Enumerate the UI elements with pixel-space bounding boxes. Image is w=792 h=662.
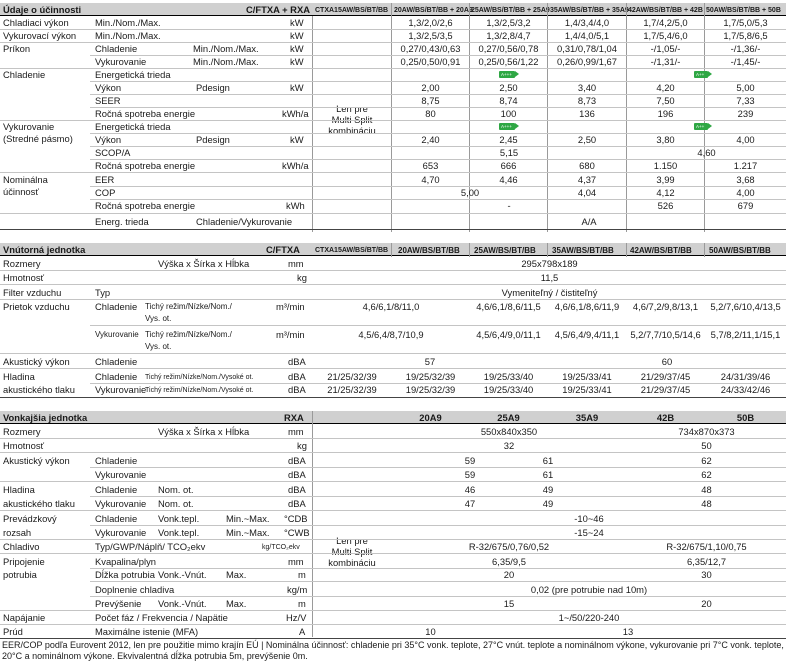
- cell: 80: [425, 108, 436, 119]
- cell: 4,6/6,1/8,6/11,5: [476, 301, 541, 312]
- cell: 19/25/33/41: [562, 384, 612, 395]
- sub-scop: SCOP/A: [95, 147, 131, 158]
- cell-span: 59: [464, 455, 476, 466]
- sub-energy-class: Energ. trieda: [95, 216, 149, 227]
- multi-split-note-2: Multi Split: [331, 114, 373, 125]
- cell: -/1,05/-: [650, 43, 681, 54]
- sub-energy-class: Energetická trieda: [95, 121, 171, 132]
- cell: 1,7/5,8/6,5: [723, 30, 768, 41]
- multi-split-note-3: kombináciu: [328, 125, 376, 136]
- efficiency-title: Údaje o účinnosti: [3, 4, 82, 15]
- col-35: 35AW/BS/BT/BB + 35A9: [550, 7, 629, 14]
- label-power-input: Príkon: [3, 43, 31, 54]
- cell: 3,40: [577, 82, 597, 93]
- cell-span: 734x870x373: [678, 426, 735, 437]
- cell: 24/31/39/46: [720, 371, 771, 382]
- cell: 1,4/4,0/5,1: [564, 30, 610, 41]
- unit-kw: kW: [290, 134, 304, 145]
- sub-heating: Vykurovanie: [95, 56, 147, 67]
- cell: 10: [425, 626, 436, 637]
- col-ctxa15: CTXA15AW/BS/BT/BB: [315, 247, 389, 254]
- cell: 4,37: [577, 174, 597, 185]
- cell: 49: [542, 498, 554, 509]
- indoor-model: C/FTXA: [266, 244, 300, 255]
- cell-span: -10~46: [574, 513, 604, 524]
- sub-cooling: Chladenie: [95, 43, 138, 54]
- cell-span: 62: [701, 455, 712, 466]
- sub-heating: Vykurovanie: [95, 330, 139, 339]
- cell-span: 32: [503, 440, 515, 451]
- cell: 5,2/7,6/10,4/13,5: [710, 301, 781, 312]
- cell: 4,5/6,4/9,0/11,1: [476, 329, 541, 340]
- sub-cooling: Chladenie: [95, 455, 138, 466]
- col-50b: 50B: [736, 412, 755, 423]
- unit-mm: mm: [288, 556, 304, 567]
- cell: 4,5/6,4/9,4/11,1: [554, 329, 620, 340]
- cell: 5,00: [736, 82, 755, 93]
- unit-dba: dBA: [288, 356, 306, 367]
- sub-cooling: Chladenie: [95, 371, 138, 382]
- cell: 7,50: [656, 95, 675, 106]
- sub-cooling-heating: Chladenie/Vykurovanie: [196, 216, 293, 227]
- outdoor-title: Vonkajšia jednotka: [3, 412, 88, 423]
- cell: 0,27/0,56/0,78: [478, 43, 539, 54]
- unit-m: m: [298, 598, 306, 609]
- col-42: 42AW/BS/BT/BB + 42B: [628, 7, 703, 14]
- badge-text: A++: [696, 72, 705, 77]
- label-sound-pressure: Hladina: [3, 371, 35, 382]
- sub-eer: EER: [95, 174, 115, 185]
- label-range: rozsah: [3, 527, 32, 538]
- cell: 21/25/32/39: [327, 371, 377, 382]
- cell-span: 1~/50/220-240: [558, 612, 620, 623]
- sub-out-in: Vonk.-Vnút.: [158, 598, 207, 609]
- unit-dba: dBA: [288, 484, 306, 495]
- label-power-supply: Napájanie: [3, 612, 46, 623]
- col-35a9: 35A9: [575, 412, 599, 423]
- unit-kw: kW: [290, 56, 304, 67]
- cell: 0,25/0,56/1,22: [478, 56, 539, 67]
- cell-span: 59: [464, 469, 476, 480]
- cell-span: 46: [464, 484, 476, 495]
- cell: 0,25/0,50/0,91: [400, 56, 461, 67]
- sub-cooling: Chladenie: [95, 301, 138, 312]
- cell-span: 4,60: [697, 147, 716, 158]
- cell: 19/25/33/40: [483, 384, 534, 395]
- sub-min-nom-max: Min./Nom./Max.: [95, 17, 161, 28]
- label-dimensions: Rozmery: [3, 258, 41, 269]
- unit-kw: kW: [290, 17, 304, 28]
- multi-split-note: Len pre: [336, 535, 368, 546]
- sub-piping-length: Dĺžka potrubia: [95, 569, 155, 580]
- col-25: 25AW/BS/BT/BB + 25A9: [471, 7, 550, 14]
- footnote: EER/COP podľa Eurovent 2012, len pre použitie mimo krajín EÚ | Nominálna účinnosť: chladenie pri 35°C vonk. teplote, 27°C vnút. teplote a nominálnom výkone, vykurovanie pri 7°C vonk. teplote, 20°C a nominálnom výkone. Ekvivalentná dĺžka potrubia 5m, prevýšenie 0m.: [2, 640, 784, 661]
- col-42b: 42B: [656, 412, 675, 423]
- sub-modes: Tichý režim/Nízke/Nom./Vysoké ot.: [145, 387, 254, 394]
- cell-span: R-32/675/1,10/0,75: [666, 541, 747, 552]
- sub-cop: COP: [95, 187, 116, 198]
- sub-type: Typ: [95, 287, 111, 298]
- cell-span: 50: [701, 440, 712, 451]
- cell: 2,00: [421, 82, 440, 93]
- label-refrigerant: Chladivo: [3, 541, 40, 552]
- indoor-title: Vnútorná jednotka: [3, 244, 86, 255]
- cell: 653: [422, 160, 439, 171]
- cell-span: 57: [424, 356, 436, 367]
- multi-split-note: Len pre: [336, 103, 368, 114]
- cell-span: 20: [701, 598, 712, 609]
- cell-span: 60: [661, 356, 673, 367]
- sub-height-difference: Prevýšenie: [95, 598, 142, 609]
- cell: 1,7/5,4/6,0: [643, 30, 688, 41]
- label-sound-pressure-2: akustického tlaku: [3, 384, 75, 395]
- unit-a: A: [299, 626, 306, 637]
- cell: 61: [542, 455, 554, 466]
- unit-cdb: °CDB: [284, 513, 308, 524]
- sub-annual-consumption: Ročná spotreba energie: [95, 200, 196, 211]
- sub-capacity: Výkon: [95, 134, 122, 145]
- cell-span: 20: [503, 569, 515, 580]
- unit-mm: mm: [288, 258, 304, 269]
- sub-max-fuse: Maximálne istenie (MFA): [95, 626, 199, 637]
- cell-span: 5,15: [499, 147, 519, 158]
- cell: 5,7/8,2/11,1/15,1: [710, 329, 781, 340]
- badge-text: A+++: [501, 72, 512, 77]
- sub-seer: SEER: [95, 95, 121, 106]
- sub-energy-class: Energetická trieda: [95, 69, 171, 80]
- sub-nom: Nom. ot.: [158, 498, 194, 509]
- sub-min-nom-max: Min./Nom./Max.: [95, 30, 161, 41]
- sub-min-max: Min.~Max.: [226, 513, 270, 524]
- badge-text: A++: [696, 124, 705, 129]
- label-piping-2: potrubia: [3, 569, 37, 580]
- sub-min-nom-max: Min./Nom./Max.: [193, 43, 259, 54]
- cell: 19/25/33/40: [483, 371, 534, 382]
- sub-additional-charge: Doplnenie chladiva: [95, 584, 175, 595]
- cell: 19/25/32/39: [405, 384, 456, 395]
- cell: 4,20: [656, 82, 675, 93]
- cell: 24/33/42/46: [720, 384, 771, 395]
- cell: 3,99: [656, 174, 675, 185]
- outdoor-model: RXA: [284, 412, 304, 423]
- unit-kw: kW: [290, 30, 304, 41]
- label-sound-power: Akustický výkon: [3, 356, 70, 367]
- multi-split-note-2: Multi Split: [331, 546, 373, 557]
- label-current: Prúd: [3, 626, 23, 637]
- col-ctxa15: CTXA15AW/BS/BT/BB: [315, 7, 389, 14]
- cell: 61: [542, 469, 554, 480]
- label-sound-pressure: Hladina: [3, 484, 35, 495]
- sub-heating: Vykurovanie: [95, 498, 147, 509]
- cell-span: 48: [701, 484, 712, 495]
- label-heating: Vykurovanie: [3, 121, 55, 132]
- sub-phase-freq-voltage: Počet fáz / Frekvencia / Napätie: [95, 612, 228, 623]
- cell-span: -: [507, 200, 511, 211]
- unit-kwh-a: kWh/a: [282, 160, 309, 171]
- sub-hwd: Výška x Šírka x Hĺbka: [158, 258, 250, 269]
- sub-modes: Tichý režim/Nízke/Nom./: [145, 302, 232, 311]
- cell: 4,46: [499, 174, 518, 185]
- label-airflow: Prietok vzduchu: [3, 301, 70, 312]
- cell: 1,3/2,5/3,5: [408, 30, 453, 41]
- cell: 1,4/3,4/4,0: [564, 17, 610, 28]
- cell: 0,26/0,99/1,67: [557, 56, 617, 67]
- sub-cooling: Chladenie: [95, 513, 138, 524]
- label-heating-zone: (Stredné pásmo): [3, 133, 73, 144]
- cell-span: 6,35/9,5: [492, 556, 526, 567]
- label-sound-pressure-2: akustického tlaku: [3, 498, 75, 509]
- unit-dba: dBA: [288, 469, 306, 480]
- cell: 3,68: [736, 174, 755, 185]
- sub-heating: Vykurovanie: [95, 384, 147, 395]
- cell-span: 30: [701, 569, 712, 580]
- cell-span: 15: [503, 598, 515, 609]
- cell-span: -15~24: [574, 527, 604, 538]
- cell: -/1,36/-: [730, 43, 761, 54]
- cell: 2,50: [577, 134, 597, 145]
- label-piping: Pripojenie: [3, 556, 45, 567]
- cell: 2,45: [499, 134, 518, 145]
- cell: 0,31/0,78/1,04: [557, 43, 617, 54]
- cell: 4,04: [577, 187, 597, 198]
- cell-span: A/A: [581, 216, 597, 227]
- unit-kw: kW: [290, 82, 304, 93]
- sub-out-in: Vonk.-Vnút.: [158, 569, 207, 580]
- sub-annual-consumption: Ročná spotreba energie: [95, 108, 196, 119]
- label-nominal: Nominálna: [3, 174, 48, 185]
- sub-min-nom-max: Min./Nom./Max.: [193, 56, 259, 67]
- sub-max: Max.: [226, 598, 247, 609]
- energy-label-badge: [694, 71, 708, 78]
- unit-m3-min: m³/min: [276, 301, 305, 312]
- cell: 4,00: [736, 134, 755, 145]
- unit-dba: dBA: [288, 455, 306, 466]
- col-25: 25AW/BS/BT/BB: [474, 246, 536, 255]
- label-air-filter: Filter vzduchu: [3, 287, 62, 298]
- sub-cooling: Chladenie: [95, 484, 138, 495]
- cell-span: 6,35/12,7: [686, 556, 727, 567]
- sub-liquid-gas: Kvapalina/plyn: [95, 556, 156, 567]
- cell: 19/25/32/39: [405, 371, 456, 382]
- col-25a9: 25A9: [497, 412, 520, 423]
- col-50: 50AW/BS/BT/BB: [709, 246, 771, 255]
- label-weight: Hmotnosť: [3, 272, 45, 283]
- sub-type-gwp: Typ/GWP/Náplň/ TCO₂ekv: [95, 541, 206, 552]
- cell: 8,75: [421, 95, 440, 106]
- label-sound-power: Akustický výkon: [3, 455, 70, 466]
- sub-max: Max.: [226, 569, 247, 580]
- col-35: 35AW/BS/BT/BB: [552, 246, 614, 255]
- label-heating-capacity: Vykurovací výkon: [3, 30, 77, 41]
- cell-span: 550x840x350: [480, 426, 538, 437]
- cell-span: 11,5: [540, 272, 559, 283]
- cell-span: 4,6/6,1/8/11,0: [362, 301, 420, 312]
- cell: 49: [542, 484, 554, 495]
- sub-heating: Vykurovanie: [95, 527, 147, 538]
- unit-kwh-a: kWh/a: [282, 108, 309, 119]
- cell: 4,00: [736, 187, 755, 198]
- sub-outdoor-temp: Vonk.tepl.: [158, 527, 200, 538]
- badge-text: A+++: [501, 124, 512, 129]
- cell-span: 5,00: [460, 187, 480, 198]
- cell: 4,6/6,1/8,6/11,9: [554, 301, 620, 312]
- unit-kg: kg: [297, 440, 307, 451]
- sub-high: Vys. ot.: [145, 314, 172, 323]
- col-20a9: 20A9: [419, 412, 442, 423]
- sub-min-max: Min.~Max.: [226, 527, 270, 538]
- cell: -/1,31/-: [650, 56, 681, 67]
- cell-span: 62: [701, 469, 712, 480]
- unit-kg-m: kg/m: [287, 584, 308, 595]
- cell: 1,7/5,0/5,3: [723, 17, 768, 28]
- cell-span: 13: [622, 626, 634, 637]
- cell-span: 48: [701, 498, 712, 509]
- cell: 1.217: [733, 160, 758, 171]
- sub-modes: Tichý režim/Nízke/Nom./Vysoké ot.: [145, 374, 254, 381]
- unit-dba: dBA: [288, 498, 306, 509]
- cell: 21/29/37/45: [640, 371, 691, 382]
- unit-dba: dBA: [288, 384, 306, 395]
- cell: 680: [579, 160, 595, 171]
- unit-kw: kW: [290, 43, 304, 54]
- unit-mm: mm: [288, 426, 304, 437]
- cell: 1,3/2,8/4,7: [486, 30, 531, 41]
- cell: 2,40: [421, 134, 440, 145]
- cell: 19/25/33/41: [562, 371, 612, 382]
- cell: 1,3/2,0/2,6: [408, 17, 453, 28]
- cell: 3,80: [656, 134, 675, 145]
- col-20: 20AW/BS/BT/BB + 20A9: [394, 7, 473, 14]
- energy-label-badge: [499, 71, 515, 78]
- cell: 526: [657, 200, 674, 211]
- cell-span: 47: [464, 498, 476, 509]
- sub-heating: Vykurovanie: [95, 469, 147, 480]
- col-20: 20AW/BS/BT/BB: [398, 246, 460, 255]
- sub-pdesign: Pdesign: [196, 82, 230, 93]
- unit-hz-v: Hz/V: [286, 612, 307, 623]
- label-dimensions: Rozmery: [3, 426, 41, 437]
- cell-span: 4,5/6,4/8,7/10,9: [358, 329, 424, 340]
- cell: 100: [500, 108, 517, 119]
- sub-cooling: Chladenie: [95, 356, 138, 367]
- sub-outdoor-temp: Vonk.tepl.: [158, 513, 200, 524]
- cell: 1,7/4,2/5,0: [643, 17, 688, 28]
- sub-high: Vys. ot.: [145, 342, 172, 351]
- sub-pdesign: Pdesign: [196, 134, 230, 145]
- cell-span: Vymeniteľný / čistiteľný: [501, 287, 598, 298]
- cell: 5,2/7,7/10,5/14,6: [630, 329, 701, 340]
- unit-kwh: kWh: [286, 200, 305, 211]
- sub-nom: Nom. ot.: [158, 484, 194, 495]
- unit-m3-min: m³/min: [276, 329, 305, 340]
- cell: 21/25/32/39: [327, 384, 377, 395]
- cell: 21/29/37/45: [640, 384, 691, 395]
- unit-dba: dBA: [288, 371, 306, 382]
- multi-split-note-3: kombináciu: [328, 557, 376, 568]
- col-42: 42AW/BS/BT/BB: [630, 246, 692, 255]
- cell: 0,27/0,43/0,63: [400, 43, 461, 54]
- sub-hwd: Výška x Šírka x Hĺbka: [158, 426, 250, 437]
- cell: -/1,45/-: [730, 56, 761, 67]
- label-weight: Hmotnosť: [3, 440, 45, 451]
- cell: 7,33: [736, 95, 755, 106]
- efficiency-model: C/FTXA + RXA: [246, 4, 310, 15]
- label-efficiency: účinnosť: [3, 186, 39, 197]
- sub-modes: Tichý režim/Nízke/Nom./: [145, 330, 232, 339]
- unit-kg-tco2: kg/TCO₂ekv: [262, 544, 300, 551]
- cell: 679: [737, 200, 754, 211]
- cell: 4,70: [421, 174, 440, 185]
- unit-kg: kg: [297, 272, 307, 283]
- cell-span: R-32/675/0,76/0,52: [468, 541, 550, 552]
- unit-m: m: [298, 569, 306, 580]
- energy-label-badge: [694, 123, 708, 130]
- cell-span: 295x798x189: [521, 258, 578, 269]
- cell-span: 0,02 (pre potrubie nad 10m): [530, 584, 648, 595]
- cell: 666: [500, 160, 517, 171]
- sub-capacity: Výkon: [95, 82, 122, 93]
- cell: 8,73: [577, 95, 597, 106]
- cell: 8,74: [499, 95, 518, 106]
- label-operating-range: Prevádzkový: [3, 513, 57, 524]
- label-cooling-capacity: Chladiaci výkon: [3, 17, 69, 28]
- cell: 136: [579, 108, 595, 119]
- label-cooling: Chladenie: [3, 69, 46, 80]
- cell: 2,50: [499, 82, 518, 93]
- energy-label-badge: [499, 123, 515, 130]
- cell: 239: [737, 108, 754, 119]
- unit-cwb: °CWB: [284, 527, 310, 538]
- cell: 1.150: [653, 160, 678, 171]
- cell: 196: [657, 108, 674, 119]
- sub-annual-consumption: Ročná spotreba energie: [95, 160, 196, 171]
- cell: 1,3/2,5/3,2: [486, 17, 531, 28]
- col-50: 50AW/BS/BT/BB + 50B: [706, 7, 781, 14]
- cell: 4,12: [656, 187, 675, 198]
- cell: 4,6/7,2/9,8/13,1: [632, 301, 699, 312]
